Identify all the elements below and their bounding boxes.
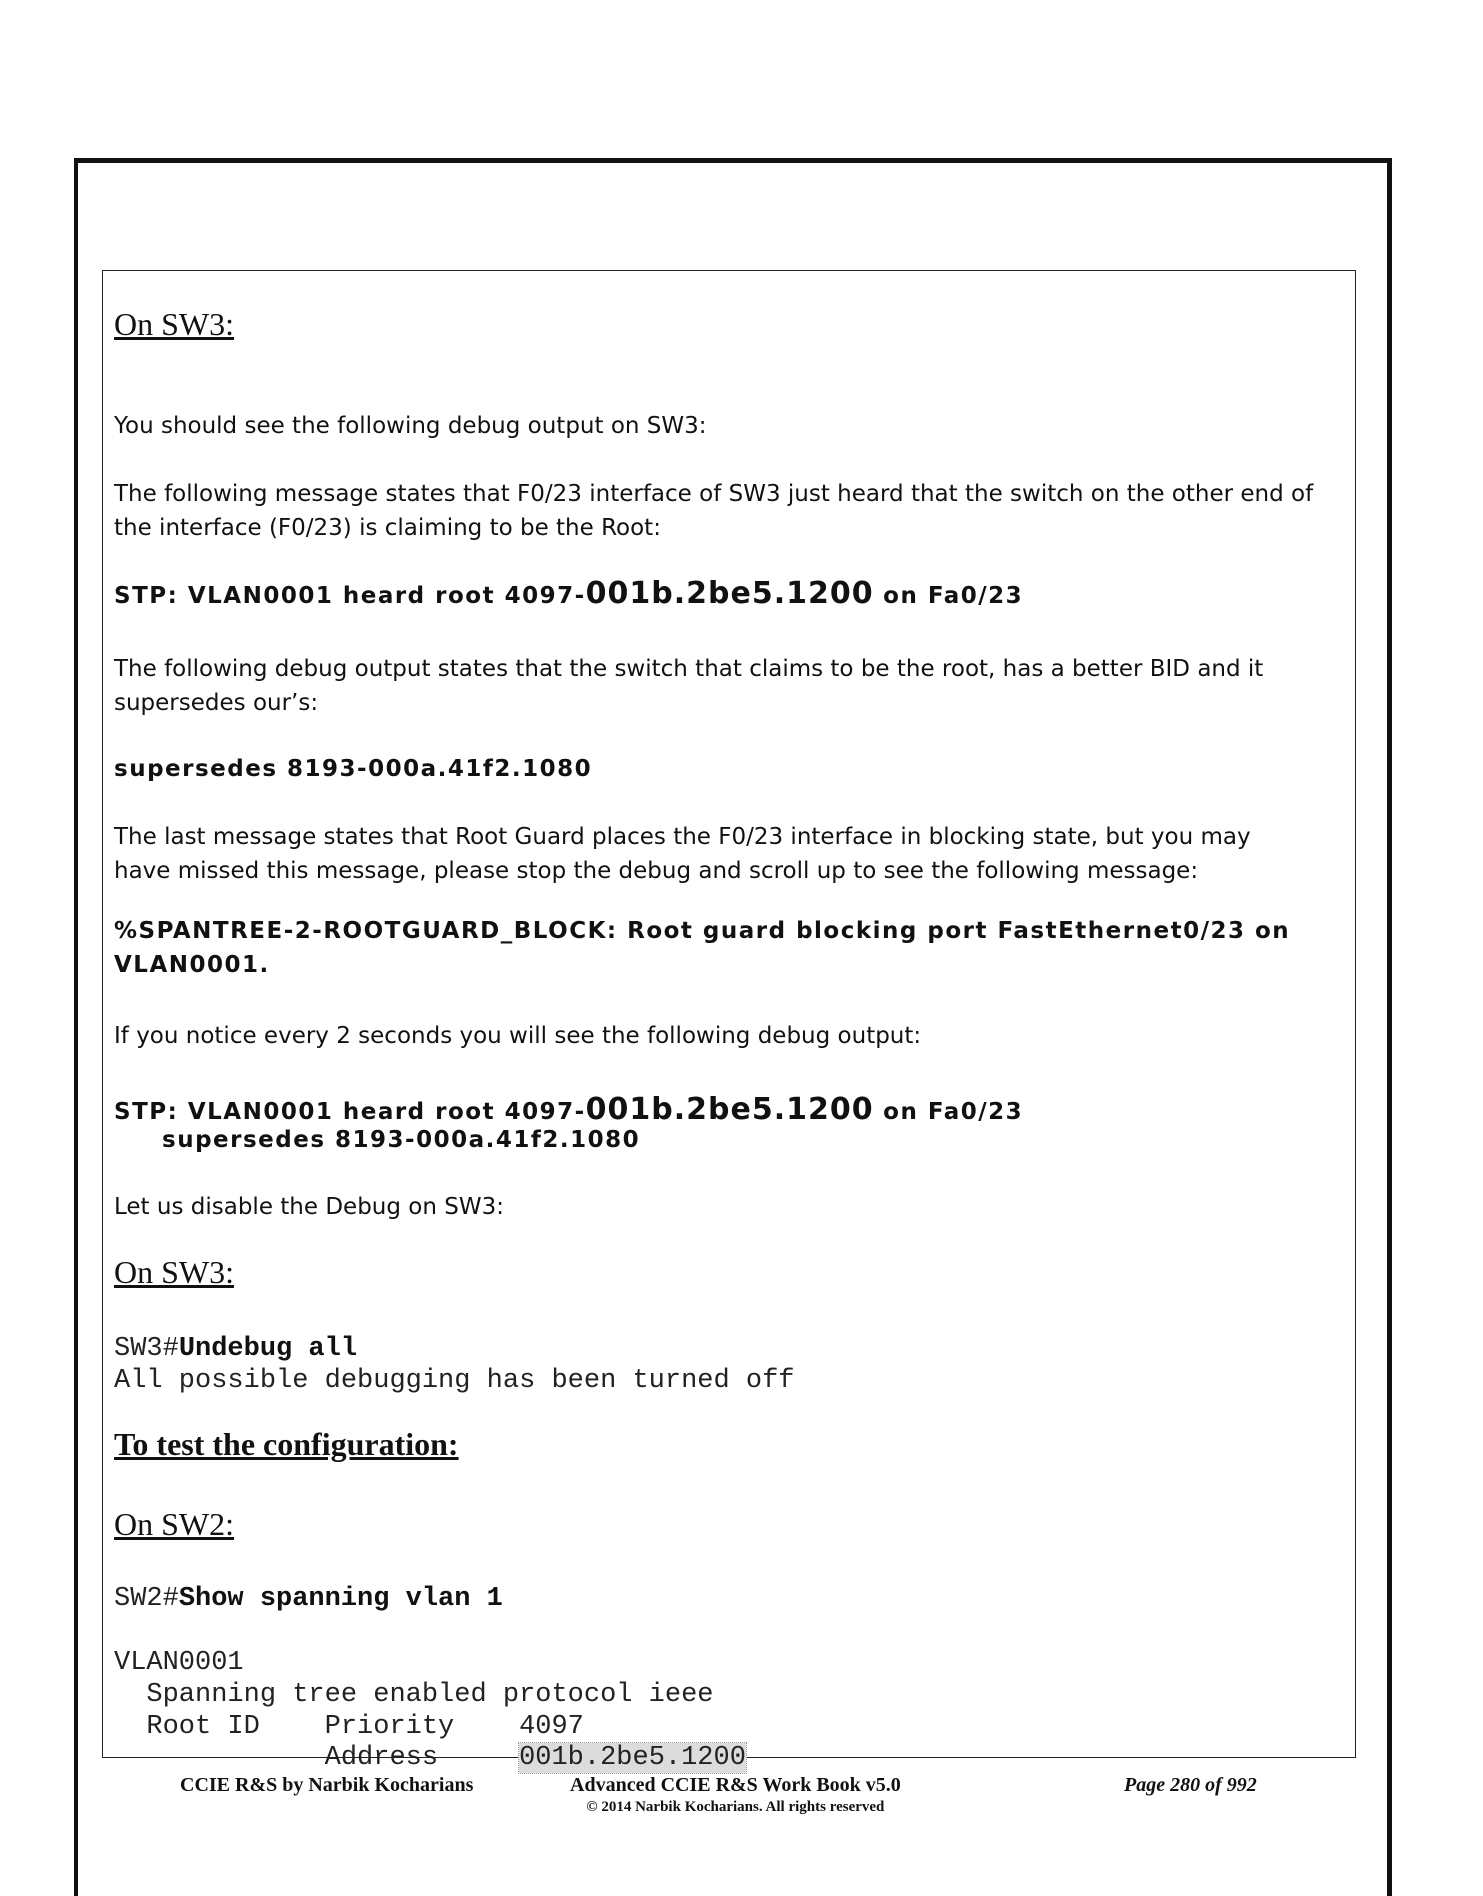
footer-title: [570, 1774, 901, 1816]
debug-priority: 4097-: [504, 583, 586, 609]
debug-line-heard-root: [114, 576, 1023, 611]
paragraph-better-bid: The following debug output states that the switch that claims to be the root, has a better BID and it supersedes our’s:: [114, 656, 1264, 716]
cli-sw3-command: [114, 1334, 357, 1364]
debug-prefix: STP: VLAN0001 heard root: [114, 1099, 505, 1125]
rootguard-block-line2: VLAN0001.: [114, 952, 270, 978]
cli-address-value: 001b.2be5.1200: [519, 1743, 746, 1773]
debug-suffix: on Fa0/23: [873, 583, 1024, 609]
debug-supersedes-2: supersedes 8193-000a.41f2.1080: [162, 1127, 641, 1153]
paragraph-message-states: The following message states that F0/23 interface of SW3 just heard that the switch on the other end of the interface (F0/23) is claiming to be the Root:: [114, 481, 1314, 541]
cli-command: Undebug all: [178, 1334, 358, 1364]
debug-suffix: on Fa0/23: [873, 1099, 1024, 1125]
debug-line-heard-root-2: [114, 1092, 1023, 1127]
paragraph-debug-intro: You should see the following debug output on SW3:: [114, 413, 707, 439]
cli-sw2-root-id: Root ID Priority 4097: [114, 1712, 584, 1742]
debug-priority: 4097-: [504, 1099, 586, 1125]
cli-address-label: Address: [114, 1743, 520, 1773]
heading-on-sw2: On SW2:: [114, 1506, 234, 1542]
paragraph-disable-debug: Let us disable the Debug on SW3:: [114, 1194, 504, 1220]
debug-prefix: STP: VLAN0001 heard root: [114, 583, 505, 609]
paragraph-last-message: The last message states that Root Guard places the F0/23 interface in blocking state, but you may have missed this message, please stop the debug and scroll up to see the following message:: [114, 824, 1251, 884]
footer-copyright: © 2014 Narbik Kocharians. All rights reserved: [586, 1799, 885, 1815]
cli-command: Show spanning vlan 1: [178, 1584, 503, 1614]
debug-supersedes: supersedes 8193-000a.41f2.1080: [114, 756, 593, 782]
cli-sw2-vlan: VLAN0001: [114, 1648, 244, 1678]
rootguard-block-line1: %SPANTREE-2-ROOTGUARD_BLOCK: Root guard blocking port FastEthernet0/23 on: [114, 918, 1291, 944]
heading-test-configuration: To test the configuration:: [114, 1426, 459, 1462]
footer-book-title: Advanced CCIE R&S Work Book v5.0: [570, 1774, 901, 1796]
debug-address: 001b.2be5.1200: [585, 1092, 874, 1127]
cli-prompt: SW3#: [114, 1334, 179, 1364]
footer-page-number: Page 280 of 992: [1124, 1774, 1257, 1796]
debug-address: 001b.2be5.1200: [585, 576, 874, 611]
cli-sw3-output: All possible debugging has been turned off: [114, 1366, 795, 1396]
cli-sw2-protocol: Spanning tree enabled protocol ieee: [114, 1680, 714, 1710]
paragraph-every-2-seconds: If you notice every 2 seconds you will see the following debug output:: [114, 1023, 922, 1049]
footer-author: CCIE R&S by Narbik Kocharians: [180, 1774, 474, 1796]
cli-sw2-command: [114, 1584, 503, 1614]
heading-on-sw3-2: On SW3:: [114, 1254, 234, 1290]
cli-sw2-address: [114, 1744, 746, 1772]
heading-on-sw3: On SW3:: [114, 306, 234, 342]
cli-prompt: SW2#: [114, 1584, 179, 1614]
